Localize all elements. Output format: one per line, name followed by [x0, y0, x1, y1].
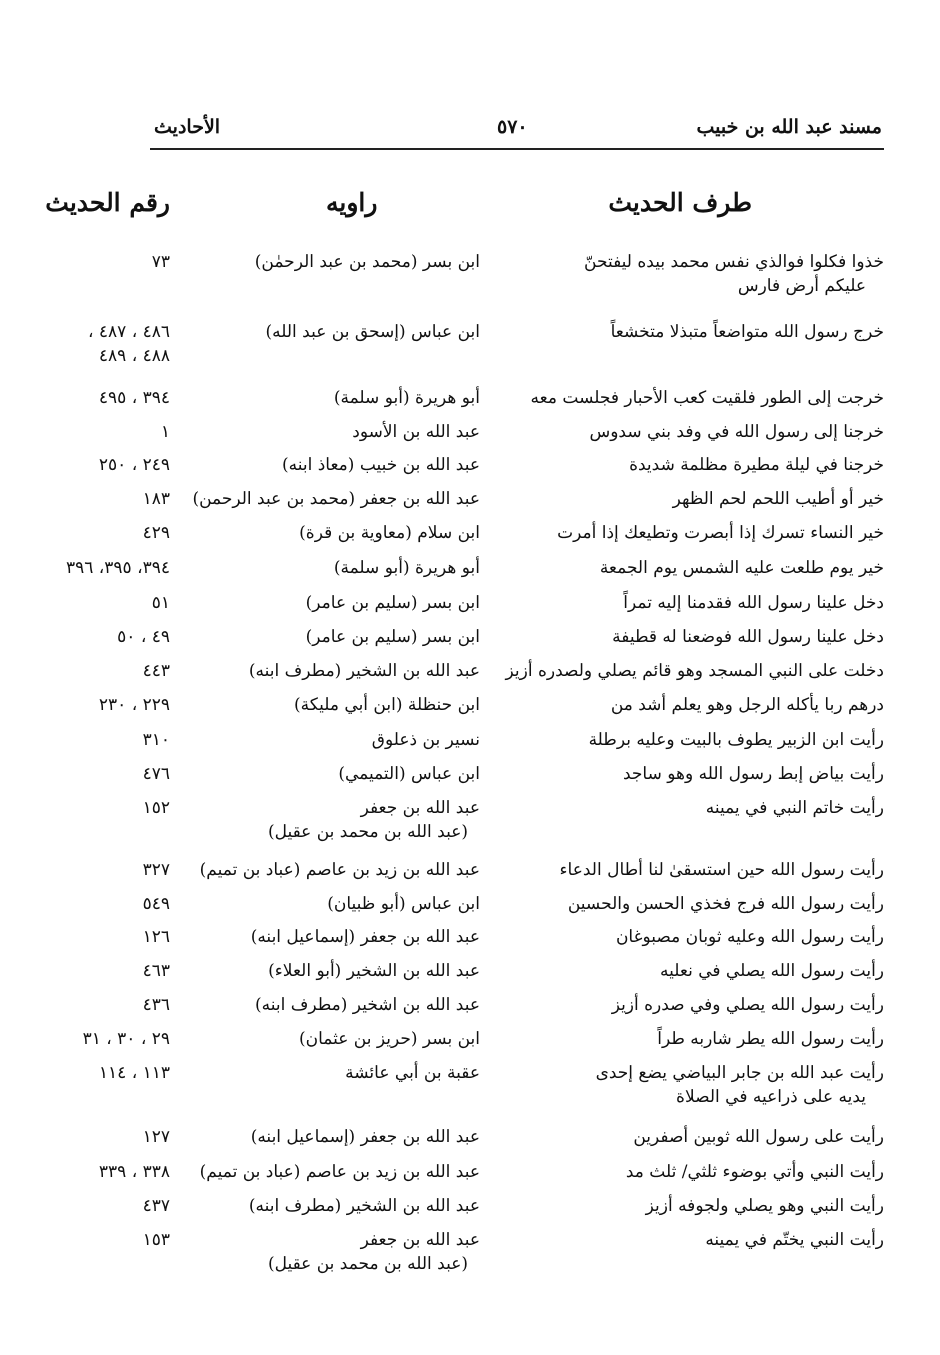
hadith-number [143, 728, 170, 752]
hadith-narrator-line: عبد الله بن الأسود [352, 422, 480, 442]
hadith-narrator [255, 250, 480, 274]
hadith-incipit [646, 1194, 884, 1218]
table-row [0, 521, 940, 555]
hadith-number-line: ٤٦٣ [142, 961, 170, 981]
page-number: ٥٧٠ [497, 116, 528, 138]
hadith-narrator-line: أبو هريرة (أبو سلمة) [333, 558, 480, 578]
hadith-number-line: ٣١٠ [142, 730, 170, 750]
table-row [0, 892, 940, 926]
hadith-narrator-line: عبد الله بن جعفر (إسماعيل ابنه) [250, 1127, 480, 1147]
hadith-narrator-line: عبد الله بن خبيب (معاذ ابنه) [281, 455, 480, 475]
table-row [0, 420, 940, 454]
hadith-number-line: ٤٢٩ [142, 523, 170, 543]
hadith-narrator-line: (عبد الله بن محمد بن عقيل) [267, 822, 468, 842]
hadith-incipit [506, 659, 885, 683]
table-row [0, 1160, 940, 1194]
hadith-narrator [249, 1194, 480, 1218]
hadith-number-line: ١٥٢ [142, 798, 170, 818]
hadith-number [143, 993, 170, 1017]
table-row [0, 1061, 940, 1107]
hadith-narrator-line: عبد الله بن الشخير (مطرف ابنه) [248, 1196, 480, 1216]
hadith-incipit-line: رأيت رسول الله يطر شاربه طراً [657, 1029, 884, 1049]
table-row [0, 1125, 940, 1159]
hadith-number [143, 1125, 170, 1149]
table-row [0, 1228, 940, 1274]
hadith-number [143, 521, 170, 545]
hadith-narrator [327, 892, 480, 916]
hadith-narrator-line: أبو هريرة (أبو سلمة) [333, 388, 480, 408]
hadith-narrator [352, 420, 480, 444]
hadith-incipit [611, 320, 884, 344]
hadith-narrator [299, 1027, 480, 1051]
table-row [0, 925, 940, 959]
hadith-incipit [673, 487, 884, 511]
hadith-number-line: ٣٩٤ ، ٤٩٥ [98, 388, 170, 408]
hadith-narrator-line: ابن عباس (التميمي) [338, 764, 480, 784]
hadith-incipit [623, 762, 884, 786]
hadith-number [152, 591, 170, 615]
table-row [0, 386, 940, 420]
hadith-number [143, 1194, 170, 1218]
hadith-narrator [338, 762, 480, 786]
hadith-narrator [249, 659, 480, 683]
hadith-incipit [589, 728, 884, 752]
hadith-incipit [657, 1027, 884, 1051]
hadith-incipit-line: درهم ربا يأكله الرجل وهو يعلم أشد من [610, 695, 884, 715]
hadith-narrator-line: نسير بن ذعلوق [371, 730, 480, 750]
hadith-narrator [345, 1061, 480, 1085]
hadith-narrator-line: ابن بسر (حريز بن عثمان) [299, 1029, 480, 1049]
hadith-narrator-line: ابن عباس (إسحق بن عبد الله) [265, 322, 480, 342]
hadith-narrator-line: عبد الله بن جعفر (إسماعيل ابنه) [250, 927, 480, 947]
hadith-number [143, 959, 170, 983]
hadith-number-line: ٤٨٨ ، ٤٨٩ [98, 346, 170, 366]
hadith-narrator [255, 993, 480, 1017]
hadith-number-line: ١ [160, 422, 170, 442]
hadith-narrator [251, 925, 480, 949]
hadith-incipit [596, 1061, 884, 1109]
hadith-number [143, 796, 170, 820]
hadith-incipit [705, 1228, 884, 1252]
hadith-incipit [611, 693, 884, 717]
hadith-number [143, 858, 170, 882]
hadith-incipit [612, 625, 884, 649]
table-row [0, 728, 940, 762]
hadith-number [66, 556, 170, 580]
hadith-incipit [660, 959, 884, 983]
hadith-incipit-line: خير يوم طلعت عليه الشمس يوم الجمعة [599, 558, 884, 578]
hadith-narrator-line: ابن حنظلة (ابن أبي مليكة) [294, 695, 480, 715]
hadith-narrator-line: عبد الله بن جعفر [360, 1230, 480, 1250]
hadith-incipit [623, 591, 884, 615]
hadith-incipit [706, 796, 884, 820]
table-row [0, 1027, 940, 1061]
table-row [0, 993, 940, 1027]
hadith-number [143, 925, 170, 949]
hadith-incipit [531, 386, 884, 410]
table-row [0, 453, 940, 487]
hadith-number [99, 1160, 170, 1184]
table-row [0, 762, 940, 796]
table-row [0, 250, 940, 296]
hadith-narrator-line: عبد الله بن الشخير (أبو العلاء) [268, 961, 480, 981]
hadith-number-line: ٣٢٧ [142, 860, 170, 880]
hadith-number [83, 1027, 170, 1051]
hadith-number [117, 625, 170, 649]
hadith-narrator [268, 796, 480, 844]
hadith-number-line: ١٢٦ [142, 927, 170, 947]
hadith-number [152, 250, 170, 274]
hadith-incipit [633, 1125, 884, 1149]
hadith-number-line: ١٢٧ [142, 1127, 170, 1147]
hadith-number-line: ٤٣٦ [142, 995, 170, 1015]
hadith-number [143, 487, 170, 511]
table-row [0, 796, 940, 842]
hadith-number [143, 1228, 170, 1252]
hadith-narrator-line: ابن عباس (أبو ظبيان) [327, 894, 480, 914]
table-row [0, 1194, 940, 1228]
hadith-number-line: ٤٣٧ [142, 1196, 170, 1216]
hadith-number [99, 693, 170, 717]
hadith-narrator [282, 453, 480, 477]
hadith-incipit-line: دخل علينا رسول الله فقدمنا إليه تمراً [623, 593, 884, 613]
hadith-incipit-line: رأيت النبي وهو يصلي ولجوفه أزيز [645, 1196, 884, 1216]
hadith-narrator [268, 1228, 480, 1276]
hadith-number [143, 659, 170, 683]
hadith-narrator [306, 625, 480, 649]
table-row [0, 858, 940, 892]
column-header-number: رقم الحديث [45, 188, 170, 217]
hadith-narrator [200, 858, 480, 882]
table-row [0, 625, 940, 659]
hadith-incipit-line: رأيت رسول الله حين استسقىٰ لنا أطال الدعاء [559, 860, 884, 880]
hadith-number [99, 453, 170, 477]
hadith-incipit-line: خرجت إلى الطور فلقيت كعب الأحبار فجلست معه [530, 388, 884, 408]
hadith-incipit [589, 420, 884, 444]
hadith-narrator-line: ابن بسر (سليم بن عامر) [305, 593, 480, 613]
hadith-incipit-line: رأيت النبي وأتي بوضوء ثلثي/ ثلث مد [625, 1162, 884, 1182]
hadith-narrator [372, 728, 480, 752]
hadith-number-line: ٢٩ ، ٣٠ ، ٣١ [82, 1029, 170, 1049]
hadith-narrator [334, 386, 480, 410]
hadith-incipit-line: رأيت ابن الزبير يطوف بالبيت وعليه برطلة [588, 730, 884, 750]
hadith-incipit [560, 858, 884, 882]
hadith-incipit-line: دخلت على النبي المسجد وهو قائم يصلي ولصدره أزيز [505, 661, 884, 681]
hadith-narrator-line: عبد الله بن زيد بن عاصم (عباد بن تميم) [199, 1162, 480, 1182]
hadith-narrator-line: عبد الله بن زيد بن عاصم (عباد بن تميم) [199, 860, 480, 880]
hadith-incipit-line: خير أو أطيب اللحم لحم الظهر [672, 489, 884, 509]
hadith-narrator-line: عقبة بن أبي عائشة [345, 1063, 480, 1083]
hadith-number [161, 420, 170, 444]
hadith-incipit-line: رأيت رسول الله فرج فخذي الحسن والحسين [567, 894, 884, 914]
hadith-narrator-line: ابن بسر (محمد بن عبد الرحمٰن) [254, 252, 480, 272]
hadith-incipit [626, 1160, 884, 1184]
hadith-incipit-line: رأيت على رسول الله ثوبين أصفرين [633, 1127, 884, 1147]
hadith-narrator [334, 556, 480, 580]
hadith-incipit-line: رأيت رسول الله يصلي وفي صدره أزيز [611, 995, 884, 1015]
hadith-number-line: ٣٣٨ ، ٣٣٩ [98, 1162, 170, 1182]
column-header-hadith: طرف الحديث [608, 188, 752, 217]
table-row [0, 487, 940, 521]
hadith-incipit [568, 892, 884, 916]
hadith-incipit-line: خرج رسول الله متواضعاً متبذلا متخشعاً [610, 322, 884, 342]
hadith-narrator-line: عبد الله بن اشخير (مطرف ابنه) [254, 995, 480, 1015]
hadith-narrator-line: (عبد الله بن محمد بن عقيل) [267, 1254, 468, 1274]
hadith-narrator-line: عبد الله بن جعفر (محمد بن عبد الرحمن) [192, 489, 480, 509]
hadith-incipit-line: خذوا فكلوا فوالذي نفس محمد بيده ليفتحنّ [584, 252, 884, 272]
hadith-number [143, 762, 170, 786]
hadith-incipit [629, 453, 884, 477]
hadith-number-line: ٣٩٤، ٣٩٥، ٣٩٦ [66, 558, 170, 578]
hadith-incipit-line: رأيت رسول الله وعليه ثوبان مصبوغان [615, 927, 884, 947]
hadith-number [88, 320, 170, 368]
hadith-incipit [557, 521, 884, 545]
hadith-narrator-line: ابن بسر (سليم بن عامر) [305, 627, 480, 647]
hadith-incipit-line: خير النساء تسرك إذا أبصرت وتطيعك إذا أمرت [557, 523, 884, 543]
table-row [0, 693, 940, 727]
hadith-incipit [600, 556, 884, 580]
hadith-narrator-line: ابن سلام (معاوية بن قرة) [299, 523, 480, 543]
hadith-incipit [584, 250, 884, 298]
hadith-narrator [265, 320, 480, 344]
hadith-incipit [612, 993, 884, 1017]
hadith-incipit-line: رأيت النبي يختّم في يمينه [705, 1230, 884, 1250]
hadith-narrator-line: عبد الله بن جعفر [360, 798, 480, 818]
hadith-number-line: ١٨٣ [142, 489, 170, 509]
book-title: مسند عبد الله بن خبيب [696, 116, 882, 138]
hadith-narrator [299, 521, 480, 545]
hadith-narrator [251, 1125, 480, 1149]
table-row [0, 659, 940, 693]
hadith-incipit-line: يديه على ذراعيه في الصلاة [676, 1087, 866, 1107]
hadith-narrator [192, 487, 480, 511]
hadith-incipit-line: خرجنا في ليلة مطيرة مظلمة شديدة [629, 455, 884, 475]
hadith-number-line: ٢٢٩ ، ٢٣٠ [98, 695, 170, 715]
hadith-number [99, 1061, 170, 1085]
hadith-number-line: ٥١ [151, 593, 170, 613]
hadith-narrator [200, 1160, 480, 1184]
hadith-narrator-line: عبد الله بن الشخير (مطرف ابنه) [248, 661, 480, 681]
hadith-number-line: ١١٣ ، ١١٤ [98, 1063, 170, 1083]
hadith-number-line: ٤٩ ، ٥٠ [117, 627, 170, 647]
hadith-incipit-line: دخل علينا رسول الله فوضعنا له قطيفة [612, 627, 884, 647]
column-header-rawi: راويه [326, 188, 378, 217]
hadith-number-line: ٤٤٣ [142, 661, 170, 681]
hadith-number-line: ٤٧٦ [142, 764, 170, 784]
hadith-number [143, 892, 170, 916]
table-row [0, 320, 940, 366]
hadith-incipit-line: عليكم أرض فارس [737, 276, 866, 296]
hadith-number-line: ٤٨٦ ، ٤٨٧ ، [88, 322, 170, 342]
hadith-incipit-line: رأيت بياض إبط رسول الله وهو ساجد [622, 764, 884, 784]
hadith-incipit [616, 925, 884, 949]
table-row [0, 591, 940, 625]
hadith-narrator [294, 693, 480, 717]
section-title: الأحاديث [154, 116, 221, 138]
hadith-number-line: ٥٤٩ [142, 894, 170, 914]
hadith-number-line: ١٥٣ [142, 1230, 170, 1250]
hadith-incipit-line: رأيت رسول الله يصلي في نعليه [660, 961, 884, 981]
table-row [0, 959, 940, 993]
hadith-incipit-line: رأيت عبد الله بن جابر البياضي يضع إحدى [595, 1063, 884, 1083]
hadith-incipit-line: خرجنا إلى رسول الله في وفد بني سدوس [589, 422, 884, 442]
hadith-narrator [268, 959, 480, 983]
hadith-narrator [306, 591, 480, 615]
hadith-number-line: ٢٤٩ ، ٢٥٠ [98, 455, 170, 475]
hadith-number-line: ٧٣ [151, 252, 170, 272]
hadith-number [99, 386, 170, 410]
hadith-incipit-line: رأيت خاتم النبي في يمينه [705, 798, 884, 818]
table-row [0, 556, 940, 590]
